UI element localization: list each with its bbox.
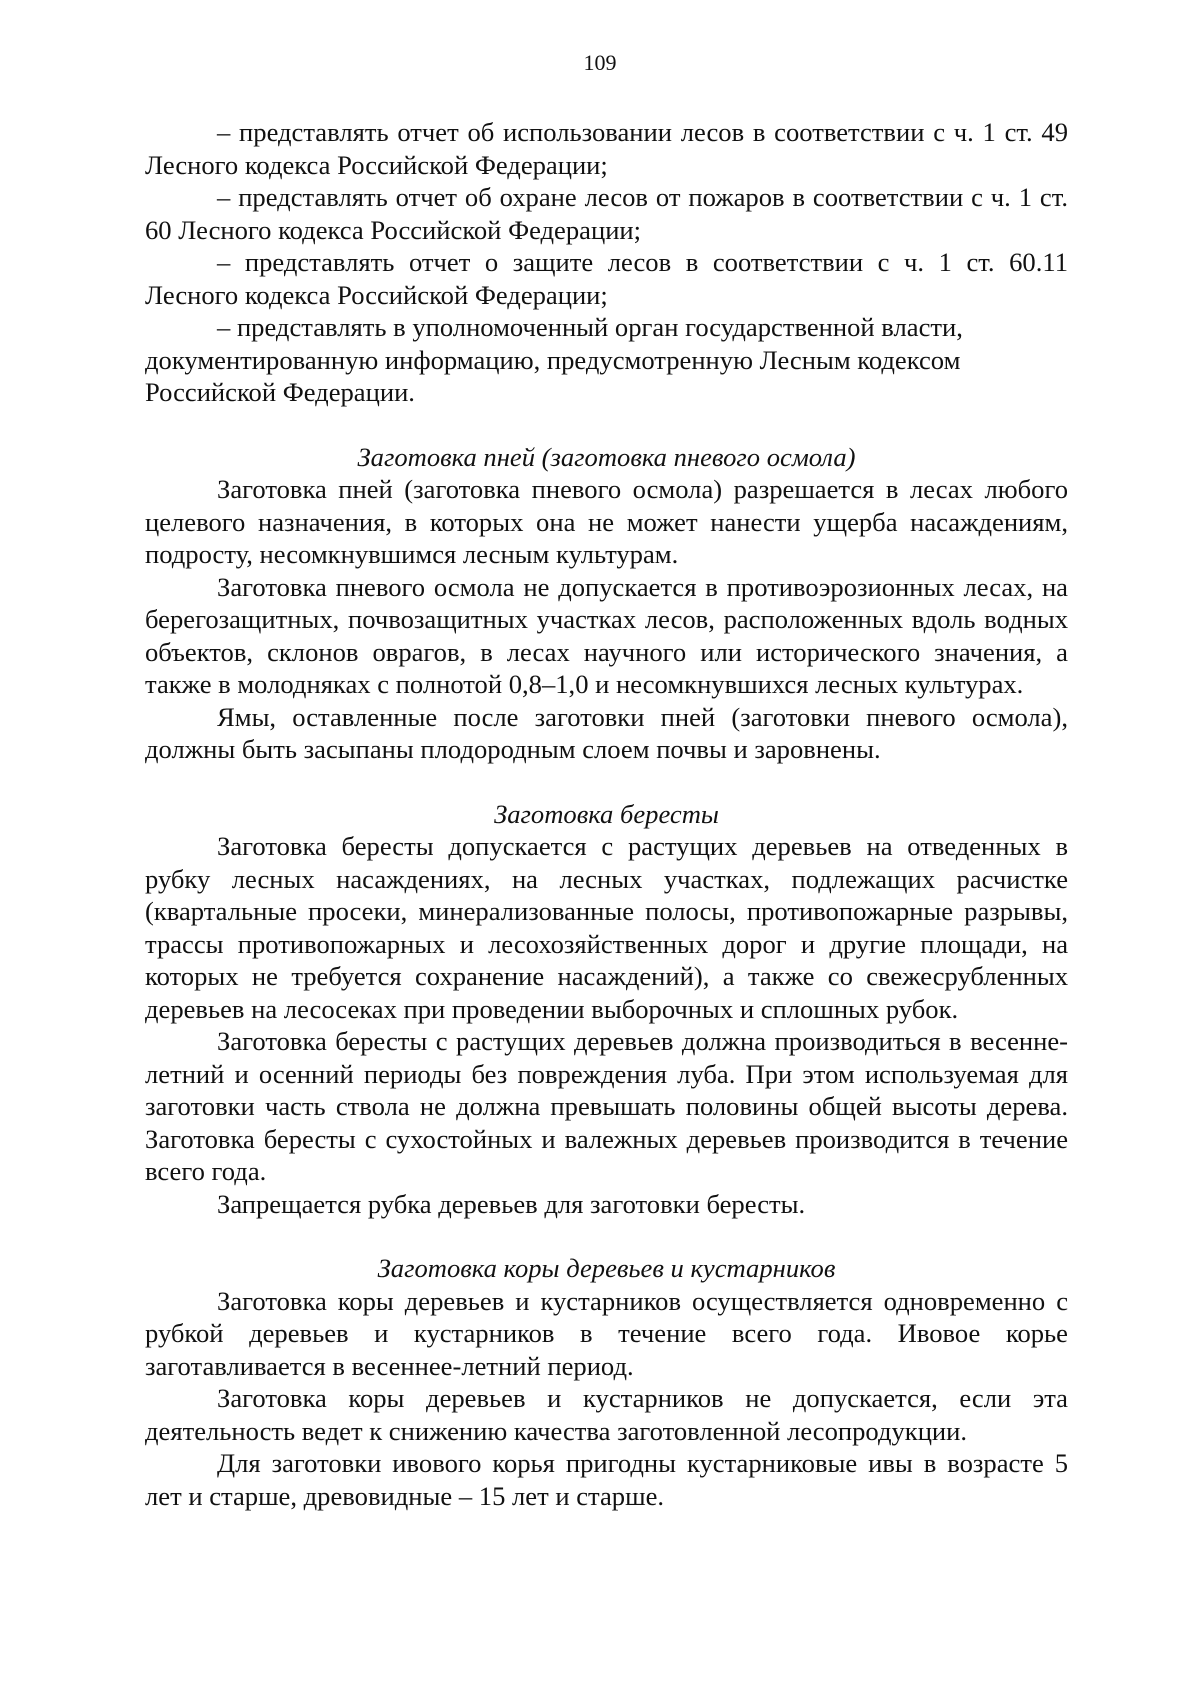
section-heading: Заготовка пней (заготовка пневого осмола) — [357, 441, 856, 472]
paragraph: Заготовка пневого осмола не допускается в противоэрозионных лесах, на берегозащитных, почвозащитных участках лесов, расположенных вдоль водных объектов, склонов оврагов, в лесах научного или исторического значения, а также в молодняках с полнотой 0,8–1,0 и несомкнувшихся лесных культурах. — [145, 571, 1068, 699]
document-body — [145, 116, 1068, 1512]
page-number: 109 — [583, 50, 617, 75]
paragraph: Запрещается рубка деревьев для заготовки бересты. — [217, 1188, 806, 1219]
paragraph: Заготовка коры деревьев и кустарников осуществляется одновременно с рубкой деревьев и кустарников в течение всего года. Ивовое корье заготавливается в весеннее-летний период. — [145, 1285, 1068, 1381]
section-heading: Заготовка коры деревьев и кустарников — [377, 1253, 836, 1283]
paragraph: Для заготовки ивового корья пригодны кустарниковые ивы в возрасте 5 лет и старше, древовидные – 15 лет и старше. — [145, 1448, 1068, 1511]
paragraph: Заготовка пней (заготовка пневого осмола) разрешается в лесах любого целевого назначения, в которых она не может нанести ущерба насаждениям, подросту, несомкнувшимся лесным культурам. — [145, 474, 1068, 569]
list-item: – представлять отчет об использовании лесов в соответствии с ч. 1 ст. 49 Лесного кодекса Российской Федерации; — [145, 117, 1068, 180]
paragraph: Ямы, оставленные после заготовки пней (заготовки пневого осмола), должны быть засыпаны плодородным слоем почвы и заровнены. — [145, 701, 1068, 764]
list-item: – представлять в уполномоченный орган государственной власти, документированную информацию, предусмотренную Лесным кодексом Российской Федерации. — [145, 312, 963, 407]
paragraph: Заготовка бересты с растущих деревьев должна производиться в весенне-летний и осенний периоды без повреждения луба. При этом используемая для заготовки часть ствола не должна превышать половины общей высоты дерева. Заготовка бересты с сухостойных и валежных деревьев производится в течение всего года. — [145, 1026, 1068, 1186]
section-heading: Заготовка бересты — [494, 798, 719, 829]
paragraph: Заготовка коры деревьев и кустарников не допускается, если эта деятельность ведет к снижению качества заготовленной лесопродукции. — [145, 1383, 1068, 1446]
paragraph: Заготовка бересты допускается с растущих деревьев на отведенных в рубку лесных насаждениях, на лесных участках, подлежащих расчистке (квартальные просеки, минерализованные полосы, противопожарные разрывы, трассы противопожарных и лесохозяйственных дорог и другие площади, на которых не требуется сохранение насаждений), а также со свежесрубленных деревьев на лесосеках при проведении выборочных и сплошных рубок. — [145, 831, 1068, 1024]
list-item: – представлять отчет о защите лесов в соответствии с ч. 1 ст. 60.11 Лесного кодекса Российской Федерации; — [145, 247, 1068, 310]
list-item: – представлять отчет об охране лесов от пожаров в соответствии с ч. 1 ст. 60 Лесного кодекса Российской Федерации; — [145, 182, 1068, 245]
